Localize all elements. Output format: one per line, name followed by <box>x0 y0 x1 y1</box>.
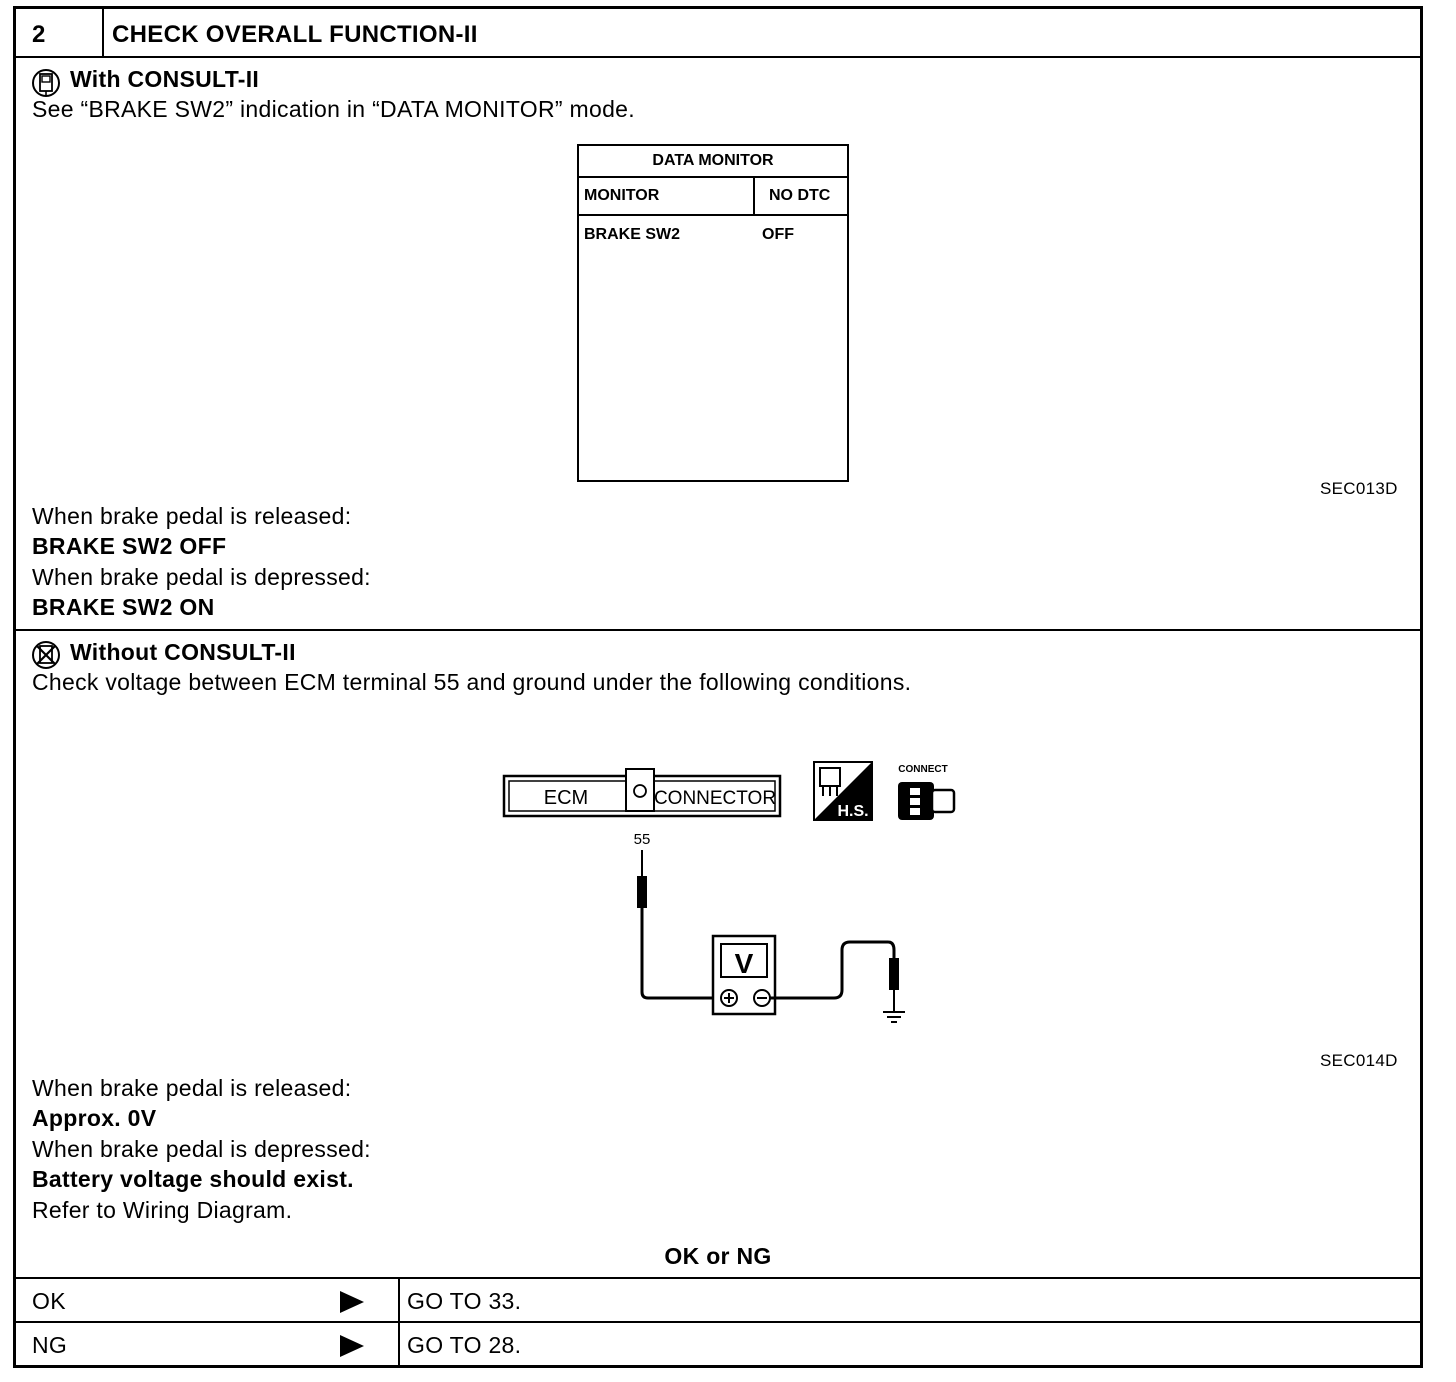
result-rule-1 <box>16 1277 1420 1279</box>
no-consult-icon <box>31 640 61 670</box>
harness-side-icon <box>814 762 872 820</box>
voltmeter-label: V <box>734 948 754 979</box>
without-consult-instruction: Check voltage between ECM terminal 55 and ground under the following conditions. <box>32 669 912 695</box>
depressed-value-1: BRAKE SW2 ON <box>32 594 215 620</box>
hs-label: H.S. <box>837 803 869 820</box>
step-title: CHECK OVERALL FUNCTION-II <box>112 21 478 48</box>
released-label-1: When brake pedal is released: <box>32 503 352 529</box>
released-label-2: When brake pedal is released: <box>32 1075 352 1101</box>
section-rule <box>16 629 1420 631</box>
connect-label: CONNECT <box>898 764 948 775</box>
step-number: 2 <box>32 21 46 48</box>
figure-code-1: SEC013D <box>1320 479 1398 498</box>
without-consult-heading: Without CONSULT-II <box>70 639 296 665</box>
result-rule-2 <box>16 1321 1420 1323</box>
data-monitor-col-status: NO DTC <box>769 187 831 204</box>
connect-icon <box>898 764 954 820</box>
result-action-ok: GO TO 33. <box>407 1288 522 1314</box>
with-consult-heading: With CONSULT-II <box>70 66 260 92</box>
data-monitor-item-name: BRAKE SW2 <box>584 226 681 243</box>
consult-tester-icon <box>31 68 61 98</box>
arrow-right-icon <box>338 1333 366 1359</box>
result-status-ng: NG <box>32 1332 68 1358</box>
refer-wiring-diagram: Refer to Wiring Diagram. <box>32 1197 293 1223</box>
connector-label: CONNECTOR <box>653 788 777 809</box>
data-monitor-item-value: OFF <box>762 226 794 243</box>
released-value-1: BRAKE SW2 OFF <box>32 533 227 559</box>
result-status-ok: OK <box>32 1288 66 1314</box>
depressed-label-2: When brake pedal is depressed: <box>32 1136 371 1162</box>
with-consult-instruction: See “BRAKE SW2” indication in “DATA MONITOR” mode. <box>32 96 635 122</box>
voltage-check-diagram <box>496 744 976 1029</box>
header-divider <box>102 9 104 56</box>
depressed-label-1: When brake pedal is depressed: <box>32 564 371 590</box>
ok-or-ng-question: OK or NG <box>664 1243 772 1269</box>
arrow-right-icon <box>338 1289 366 1315</box>
header-rule <box>16 56 1420 58</box>
result-action-ng: GO TO 28. <box>407 1332 522 1358</box>
depressed-value-2: Battery voltage should exist. <box>32 1166 354 1192</box>
data-monitor-rule-1 <box>579 176 847 178</box>
data-monitor-col-monitor: MONITOR <box>584 187 660 204</box>
ecm-label: ECM <box>543 787 589 809</box>
procedure-table <box>13 6 1423 1368</box>
data-monitor-rule-2 <box>579 214 847 216</box>
data-monitor-title: DATA MONITOR <box>652 152 774 169</box>
released-value-2: Approx. 0V <box>32 1105 157 1131</box>
terminal-label: 55 <box>633 831 651 848</box>
figure-code-2: SEC014D <box>1320 1051 1398 1070</box>
data-monitor-col-divider <box>753 176 755 214</box>
data-monitor-screen <box>577 144 849 482</box>
